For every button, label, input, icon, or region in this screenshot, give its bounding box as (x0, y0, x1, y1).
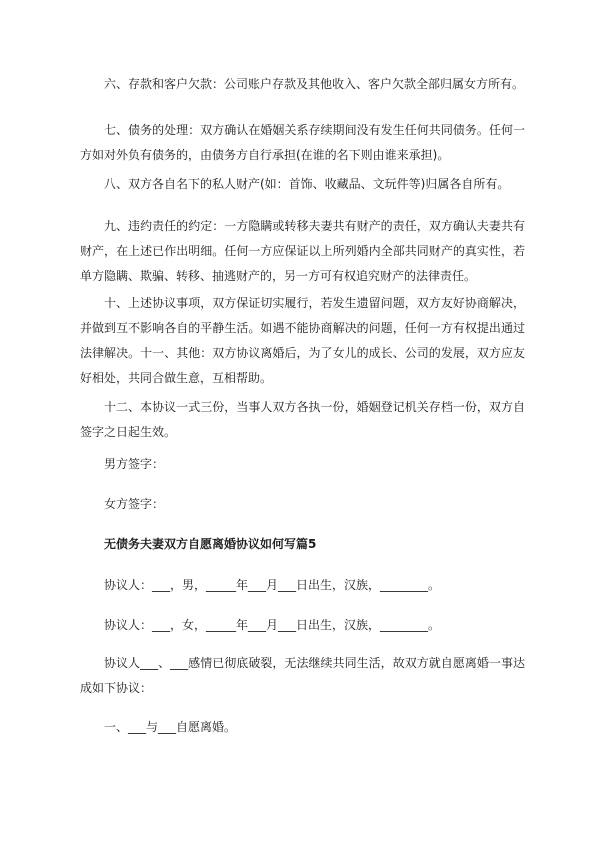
clause-1-divorce: 一、___与___自愿离婚。 (104, 720, 237, 734)
clause-6-deposits: 六、存款和客户欠款：公司账户存款及其他收入、客户欠款全部归属女方所有。 (104, 77, 525, 91)
section-title: 无债务夫妻双方自愿离婚协议如何写篇5 (104, 537, 317, 551)
clause-12-effectiveness: 十二、本协议一式三份，当事人双方各执一份，婚姻登记机关存档一份，双方自签字之日起生效。 (80, 400, 525, 439)
clause-7-debts: 七、债务的处理：双方确认在婚姻关系存续期间没有发生任何共同债务。任何一方如对外负有债务的，由债务方自行承担(在谁的名下则由谁来承担)。 (80, 123, 525, 162)
clause-9-breach-liability: 九、违约责任的约定：一方隐瞒或转移夫妻共有财产的责任，双方确认夫妻共有财产，在上述已作出明细。任何一方应保证以上所列婚内全部共同财产的真实性，若单方隐瞒、欺骗、转移、抽逃财产的，另一方可有权追究财产的法律责任。 (80, 219, 525, 283)
female-signature-label: 女方签字： (104, 497, 165, 511)
clause-8-personal-property: 八、双方各自名下的私人财产(如：首饰、收藏品、文玩件等)归属各自所有。 (104, 177, 510, 191)
party-2-line: 协议人：___，女，_____年___月___日出生，汉族，________。 (104, 618, 441, 632)
agreement-intro: 协议人___、___感情已彻底破裂，无法继续共同生活，故双方就自愿离婚一事达成如下协议： (80, 656, 525, 695)
male-signature-label: 男方签字： (104, 457, 165, 471)
clause-10-11-other: 十、上述协议事项，双方保证切实履行，若发生遗留问题，双方友好协商解决，并做到互不影响各自的平静生活。如遇不能协商解决的问题，任何一方有权提出通过法律解决。十一、其他：双方协议离婚后，为了女儿的成长、公司的发展，双方应友好相处，共同合做生意，互相帮助。 (80, 296, 525, 385)
party-1-line: 协议人：___，男，_____年___月___日出生，汉族，________。 (104, 578, 441, 592)
